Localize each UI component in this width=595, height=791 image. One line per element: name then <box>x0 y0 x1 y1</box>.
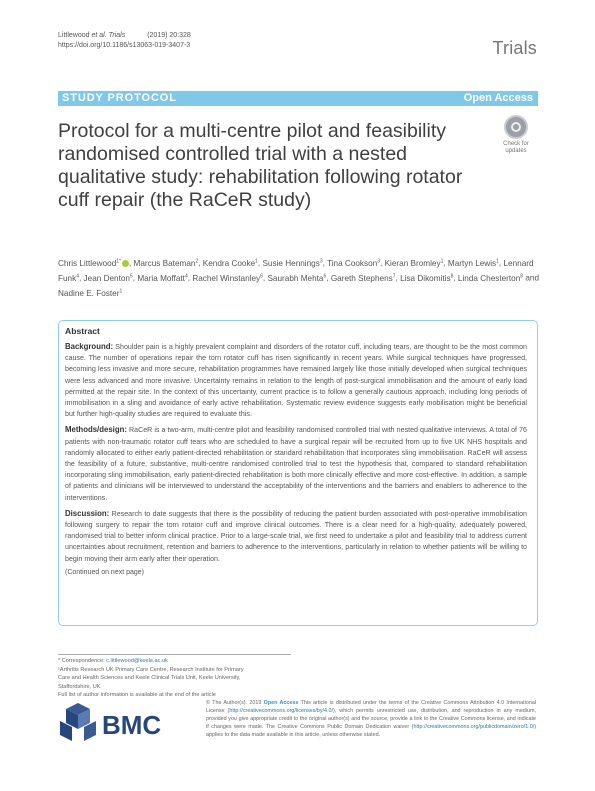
citation-header <box>58 31 213 51</box>
copyright-text: © The Author(s). 2019 <box>206 700 264 706</box>
orcid-icon[interactable] <box>122 260 129 267</box>
author-name[interactable] <box>192 274 263 283</box>
section-label: Discussion: <box>65 508 110 518</box>
correspondence-line <box>58 657 298 666</box>
article-type-label: STUDY PROTOCOL <box>62 92 177 104</box>
author-name-text: Nadine E. Foster <box>58 289 120 299</box>
bmc-logo-text: BMC <box>102 710 162 740</box>
author-name-text: Gareth Stephens <box>330 273 393 283</box>
author-name[interactable] <box>327 259 380 268</box>
author-name-text: Marcus Bateman <box>133 258 196 268</box>
section-text: RaCeR is a two-arm, multi-centre pilot and feasibility randomised controlled trial with nested qualitative interviews. A total of 76 patients with non-traumatic rotator cuff tears who are scheduled to have a surgical repair will be recruited from up to five UK NHS hospitals and randomly allocated to either early patient-directed rehabilitation or standard rehabilitation that incorporates sling immobilisation. RaCeR will assess the feasibility of a future, substantive, multi-centre randomised controlled trial to test the hypothesis that, compared to standard rehabilitation incorporating sling immobilisation, early patient-directed rehabilitation is both more clinically effective and more cost-effective. In addition, a sample of patients and clinicians will be interviewed to understand the acceptability of the interventions and the barriers and enablers to adherence to the interventions. <box>65 426 527 502</box>
author-affiliation-mark: 3 <box>377 258 381 264</box>
badge-line-1: Check for <box>503 141 529 147</box>
author-affiliation-mark: 1 <box>255 258 258 264</box>
citation-etal: et al. Trials <box>91 32 126 39</box>
author-name-text: Kieran Bromley <box>384 258 441 268</box>
abstract-discussion <box>65 508 527 565</box>
author-affiliation-mark: 5 <box>129 273 133 280</box>
license-body: ), which permits unrestricted use, distribution, and reproduction in any medium, provided you give appropriate credit to the original author(s) and the source, provide a link to the Creative Commons license, and indicate if changes were made. The Creative Commons Public Domain Dedication waiver ( <box>206 708 536 730</box>
citation-author: Littlewood <box>58 32 90 39</box>
author-list: Chris Littlewood$^{1*}$ , Marcus Bateman$^2$, Kendra Cooke$^1$, Susie Hennings$^3$, Tina Cookson$^3$, Kieran Bromley$^1$, Martyn Lewis$^1$, Lennard Funk$^4$, Jean Denton$^5$, Maria Moffatt$^4$, Rachel Winstanley$^6$, Saurabh Mehta$^6$, Gareth Stephens$^7$, Lisa Dikomitis$^8$, Linda Chesterton$^8$ and Nadine E. Foster$^1$ <box>58 258 539 299</box>
bmc-logo-icon <box>58 703 188 743</box>
bmc-logo <box>58 703 188 743</box>
correspondence-label: * Correspondence: <box>58 658 107 664</box>
section-text: Research to date suggests that there is the possibility of reducing the patient burden associated with post-operative immobilisation following surgery to repair the torn rotator cuff and improve clinical outcomes. There is a clear need for a high-quality, adequately powered, randomised trial to better inform clinical practice. Prior to a large-scale trial, we first need to undertake a pilot and feasibility trial to address current uncertainties about recruitment, retention and barriers to adherence to the interventions, particularly in relation to whether patients will be willing to begin moving their arm early after their operation. <box>65 509 527 563</box>
author-name[interactable] <box>58 289 122 298</box>
author-name-text: Saurabh Mehta <box>267 273 324 283</box>
author-affiliation-mark: 1 <box>440 258 444 264</box>
article-title: Protocol for a multi-centre pilot and feasibility randomised controlled trial with a nested qualitative study: rehabilitation following rotator cuff repair (the RaCeR study) <box>58 120 463 211</box>
author-affiliation-mark: 1 <box>119 288 123 295</box>
author-name-text: Susie Hennings <box>262 258 320 268</box>
author-name[interactable] <box>262 259 322 268</box>
correspondence-email-link[interactable]: c.littlewood@keele.ac.uk <box>106 658 168 664</box>
author-name[interactable] <box>84 274 133 283</box>
journal-name: Trials <box>492 38 537 58</box>
author-name[interactable] <box>400 274 453 283</box>
abstract-heading: Abstract <box>65 326 100 336</box>
affiliation-line: Staffordshire, UK <box>58 683 101 690</box>
author-name-text: Lennard Funk <box>58 258 534 283</box>
affiliation-line: Care and Health Sciences and Keele Clinical Trials Unit, Keele University, <box>58 675 241 681</box>
footnote <box>58 657 298 700</box>
author-affiliation-mark: 1 <box>496 258 499 264</box>
section-label: Background: <box>65 342 114 351</box>
section-text: Shoulder pain is a highly prevalent complaint and disorders of the rotator cuff, including tears, are thought to be the most common cause. The number of operations repair the torn rotator cuff has risen significantly in recent years. While surgical techniques have progressed, becoming less invasive and more secure, rehabilitation programmes have remained largely like those initially developed when surgical techniques were less advanced and more invasive. Uncertainty remains in relation to the length of post-surgical immobilisation and the amount of early load permitted at the repair site. In the context of this uncertainty, current practice is to follow a generally cautious approach, including long periods of immobilisation in a sling and avoidance of early active rehabilitation. Systematic review evidence suggests early mobilisation might be beneficial but further high-quality studies are required to evaluate this. <box>65 343 527 419</box>
author-name-text: Chris Littlewood <box>58 258 117 268</box>
open-access-tag: Open Access <box>263 700 299 706</box>
author-affiliation-mark: 7 <box>392 273 396 280</box>
section-label: Methods/design: <box>65 425 127 435</box>
author-affiliation-mark: 1* <box>116 258 121 264</box>
author-name[interactable] <box>458 274 523 283</box>
author-name[interactable] <box>58 259 129 268</box>
cc-by-link[interactable]: http://creativecommons.org/licenses/by/4.0/ <box>229 708 334 714</box>
author-name-text: Martyn Lewis <box>447 258 497 268</box>
check-for-updates-icon <box>504 115 528 139</box>
citation-year: (2019) 20:328 <box>147 32 191 39</box>
author-name-text: Maria Moffatt <box>137 273 185 283</box>
cc0-link[interactable]: http://creativecommons.org/publicdomain/zero/1.0/ <box>413 724 535 730</box>
author-name-text: Linda Chesterton <box>457 273 521 283</box>
author-affiliation-mark: 8 <box>520 273 524 280</box>
check-for-updates-button[interactable] <box>497 113 535 155</box>
author-name[interactable] <box>203 259 258 268</box>
author-affiliation-mark: 6 <box>323 273 327 280</box>
author-affiliation-mark: 6 <box>260 273 263 280</box>
author-name-text: Lisa Dikomitis <box>400 273 451 283</box>
footnote-divider <box>58 654 291 655</box>
article-type-banner <box>58 91 538 106</box>
author-affiliation-mark: 4 <box>184 273 188 280</box>
abstract-methods <box>65 424 527 503</box>
author-name[interactable] <box>134 259 199 268</box>
license-body: This article is distributed under the terms of the Creative Commons Attribution 4.0 International License ( <box>206 700 537 714</box>
author-name-text: Jean Denton <box>83 273 130 283</box>
license-body: ) applies to the data made available in this article, unless otherwise stated. <box>206 724 536 738</box>
abstract-box <box>58 320 538 626</box>
author-affiliation-mark: 8 <box>450 273 454 280</box>
author-name[interactable] <box>137 274 187 283</box>
author-name[interactable] <box>385 259 444 268</box>
author-name-text: Kendra Cooke <box>202 258 256 268</box>
abstract-background <box>65 341 527 420</box>
author-name[interactable] <box>267 274 326 283</box>
citation-text <box>58 32 125 39</box>
license-text <box>206 699 536 739</box>
full-author-info-note: Full list of author information is available at the end of the article <box>58 692 216 698</box>
continued-note: (Continued on next page) <box>65 568 144 576</box>
badge-text <box>497 141 535 155</box>
open-access-label: Open Access <box>463 92 533 104</box>
badge-line-2: updates <box>505 148 527 154</box>
author-name[interactable] <box>448 259 499 268</box>
author-affiliation-mark: 3 <box>319 258 323 264</box>
author-name[interactable] <box>331 274 396 283</box>
doi-link[interactable]: https://doi.org/10.1186/s13063-019-3407-3 <box>58 42 191 49</box>
author-affiliation-mark: 2 <box>195 258 199 264</box>
author-name-text: Rachel Winstanley <box>192 273 261 283</box>
author-affiliation-mark: 4 <box>76 273 79 280</box>
author-name-text: Tina Cookson <box>327 258 378 268</box>
affiliation-line: ¹Arthritis Research UK Primary Care Centre, Research Institute for Primary <box>58 666 244 673</box>
